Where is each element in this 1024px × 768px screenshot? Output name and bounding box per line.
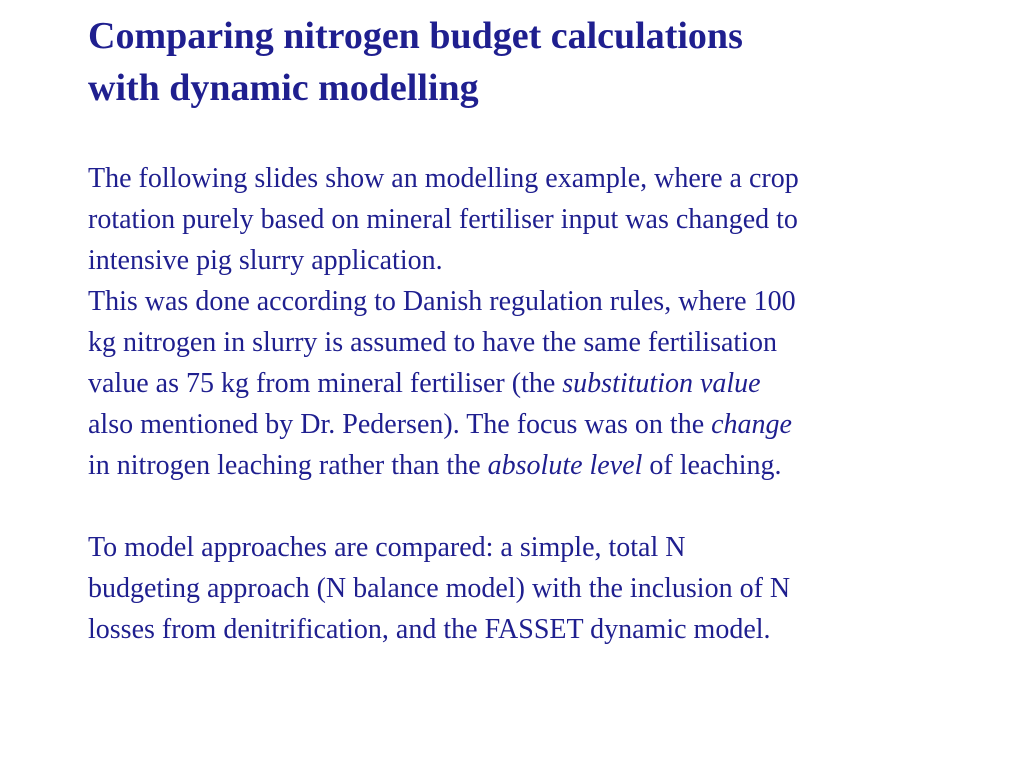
title-line: with dynamic modelling xyxy=(88,67,479,109)
text-run: of leaching. xyxy=(642,450,782,481)
slide-title xyxy=(88,10,968,114)
emphasis-text: substitution value xyxy=(562,368,761,399)
emphasis-text: absolute level xyxy=(487,450,643,481)
paragraph-approaches xyxy=(88,527,968,650)
emphasis-text: change xyxy=(711,409,792,440)
text-line: intensive pig slurry application. xyxy=(88,245,443,276)
text-line: The following slides show an modelling example, where a crop xyxy=(88,163,799,194)
text-run: in nitrogen leaching rather than the xyxy=(88,450,488,481)
text-line: budgeting approach (N balance model) with the inclusion of N xyxy=(88,573,791,604)
text-line: kg nitrogen in slurry is assumed to have the same fertilisation xyxy=(88,327,777,358)
slide-body xyxy=(88,158,968,650)
text-line: This was done according to Danish regulation rules, where 100 xyxy=(88,286,796,317)
text-run: value as 75 kg from mineral fertiliser (the xyxy=(88,368,563,399)
text-line xyxy=(88,363,968,404)
text-run: also mentioned by Dr. Pedersen). The focus was on the xyxy=(88,409,712,440)
text-line xyxy=(88,404,968,445)
paragraph-regulation xyxy=(88,281,968,486)
text-line: losses from denitrification, and the FASSET dynamic model. xyxy=(88,614,771,645)
text-line xyxy=(88,445,968,486)
paragraph-intro xyxy=(88,158,968,281)
title-line: Comparing nitrogen budget calculations xyxy=(88,15,743,57)
text-line: To model approaches are compared: a simple, total N xyxy=(88,532,686,563)
paragraph-spacer xyxy=(88,486,968,527)
text-line: rotation purely based on mineral fertiliser input was changed to xyxy=(88,204,798,235)
